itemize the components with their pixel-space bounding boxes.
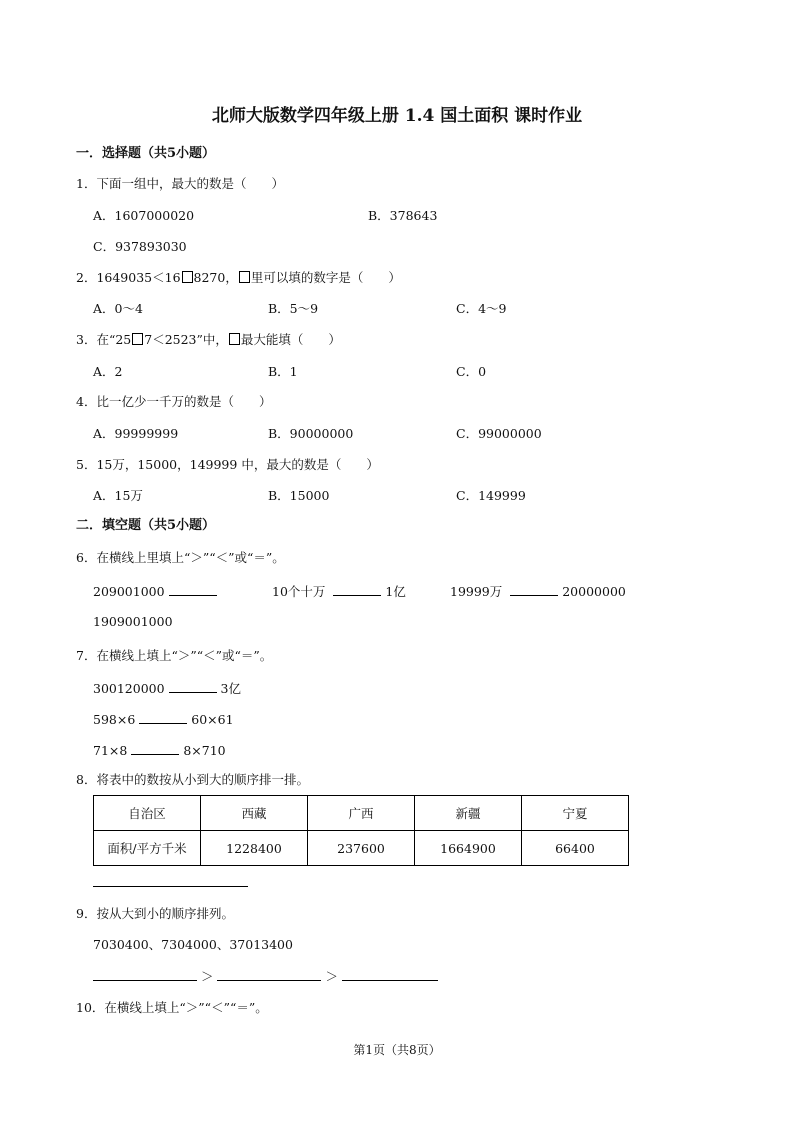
question-6-pair-3-left: 19999万 (450, 584, 503, 599)
table-cell: 1664900 (415, 831, 522, 866)
question-7-row-1-left: 300120000 (93, 681, 165, 696)
question-1-stem: 1．下面一组中，最大的数是（ ） (76, 176, 284, 191)
question-3-stem-part-c: 最大能填（ ） (240, 332, 341, 347)
question-2-stem (76, 270, 401, 286)
table-row (94, 796, 629, 831)
question-6-pair-1-left: 209001000 (93, 584, 165, 599)
answer-blank[interactable] (169, 583, 217, 596)
table-cell: 新疆 (415, 796, 522, 831)
greater-than-sign: ＞ (200, 969, 214, 984)
question-6-pair-2-right: 1亿 (385, 584, 406, 599)
answer-blank[interactable] (131, 742, 179, 755)
question-4-option-c[interactable]: C．99000000 (456, 426, 542, 441)
question-6-pair-3-right: 20000000 (562, 584, 626, 599)
question-2-option-c[interactable]: C．4～9 (456, 301, 507, 316)
question-2-option-a[interactable]: A．0～4 (93, 301, 143, 316)
question-9-numbers: 7030400、7304000、37013400 (93, 937, 293, 952)
table-cell: 1228400 (201, 831, 308, 866)
answer-blank[interactable] (93, 886, 248, 887)
question-5-stem: 5．15万，15000，149999 中，最大的数是（ ） (76, 457, 379, 472)
question-7-row-3 (93, 742, 226, 759)
page-footer: 第1页（共8页） (353, 1043, 441, 1057)
question-3-option-b[interactable]: B．1 (268, 364, 298, 379)
question-3-stem-part-a: 3．在“25 (76, 332, 132, 347)
question-6-pair-3 (450, 583, 626, 600)
question-9-stem: 9．按从大到小的顺序排列。 (76, 906, 234, 921)
question-4-option-a[interactable]: A．99999999 (93, 426, 179, 441)
question-6-pair-4: 1909001000 (93, 614, 173, 629)
greater-than-sign: ＞ (325, 969, 338, 984)
question-3-option-c[interactable]: C．0 (456, 364, 487, 379)
question-5-option-c[interactable]: C．149999 (456, 488, 526, 503)
question-7-row-1-right: 3亿 (220, 681, 241, 696)
table-cell: 自治区 (94, 796, 201, 831)
question-7-row-2-right: 60×61 (191, 712, 234, 727)
answer-blank[interactable] (93, 968, 197, 981)
question-2-stem-part-b: 8270， (193, 270, 238, 285)
section-heading-choice: 一．选择题（共5小题） (76, 146, 216, 161)
question-4-option-b[interactable]: B．90000000 (268, 426, 354, 441)
question-6-pair-1 (93, 583, 217, 600)
question-7-row-1 (93, 680, 241, 697)
question-3-stem (76, 332, 341, 348)
table-cell: 面积/平方千米 (94, 831, 201, 866)
question-2-stem-part-c: 里可以填的数字是（ ） (250, 270, 401, 285)
blank-box-icon (239, 271, 250, 283)
answer-blank[interactable] (342, 968, 438, 981)
blank-box-icon (182, 271, 193, 283)
answer-blank[interactable] (333, 583, 381, 596)
question-1-option-b[interactable]: B．378643 (368, 208, 438, 223)
section-heading-fill: 二．填空题（共5小题） (76, 518, 216, 533)
page-title: 北师大版数学四年级上册 1.4 国土面积 课时作业 (211, 106, 583, 126)
table-cell: 237600 (308, 831, 415, 866)
question-7-row-3-right: 8×710 (183, 743, 226, 758)
table-cell: 宁夏 (522, 796, 629, 831)
question-5-option-b[interactable]: B．15000 (268, 488, 330, 503)
question-4-stem: 4．比一亿少一千万的数是（ ） (76, 394, 272, 409)
question-9-answer-row (93, 968, 438, 985)
question-3-stem-part-b: 7＜2523”中， (144, 332, 228, 347)
question-2-option-b[interactable]: B．5～9 (268, 301, 319, 316)
table-cell: 西藏 (201, 796, 308, 831)
question-1-option-c[interactable]: C．937893030 (93, 239, 187, 254)
question-7-row-3-left: 71×8 (93, 743, 128, 758)
question-3-option-a[interactable]: A．2 (93, 364, 123, 379)
question-6-pair-2 (272, 583, 406, 600)
question-2-stem-part-a: 2．1649035＜16 (76, 270, 181, 285)
table-cell: 广西 (308, 796, 415, 831)
answer-blank[interactable] (169, 680, 217, 693)
area-table (93, 795, 629, 866)
question-1-option-a[interactable]: A．1607000020 (93, 208, 195, 223)
question-7-stem: 7．在横线上填上“＞”“＜”或“＝”。 (76, 648, 273, 663)
answer-blank[interactable] (217, 968, 321, 981)
question-6-pair-2-left: 10个十万 (272, 584, 326, 599)
answer-blank[interactable] (139, 711, 187, 724)
question-7-row-2-left: 598×6 (93, 712, 136, 727)
table-cell: 66400 (522, 831, 629, 866)
question-10-stem: 10．在横线上填上“＞”“＜”“＝”。 (76, 1000, 268, 1015)
question-5-option-a[interactable]: A．15万 (93, 488, 143, 503)
answer-blank[interactable] (510, 583, 558, 596)
question-6-stem: 6．在横线上里填上“＞”“＜”或“＝”。 (76, 550, 285, 565)
table-row (94, 831, 629, 866)
blank-box-icon (229, 333, 240, 345)
question-7-row-2 (93, 711, 234, 728)
blank-box-icon (132, 333, 143, 345)
question-8-stem: 8．将表中的数按从小到大的顺序排一排。 (76, 772, 309, 787)
